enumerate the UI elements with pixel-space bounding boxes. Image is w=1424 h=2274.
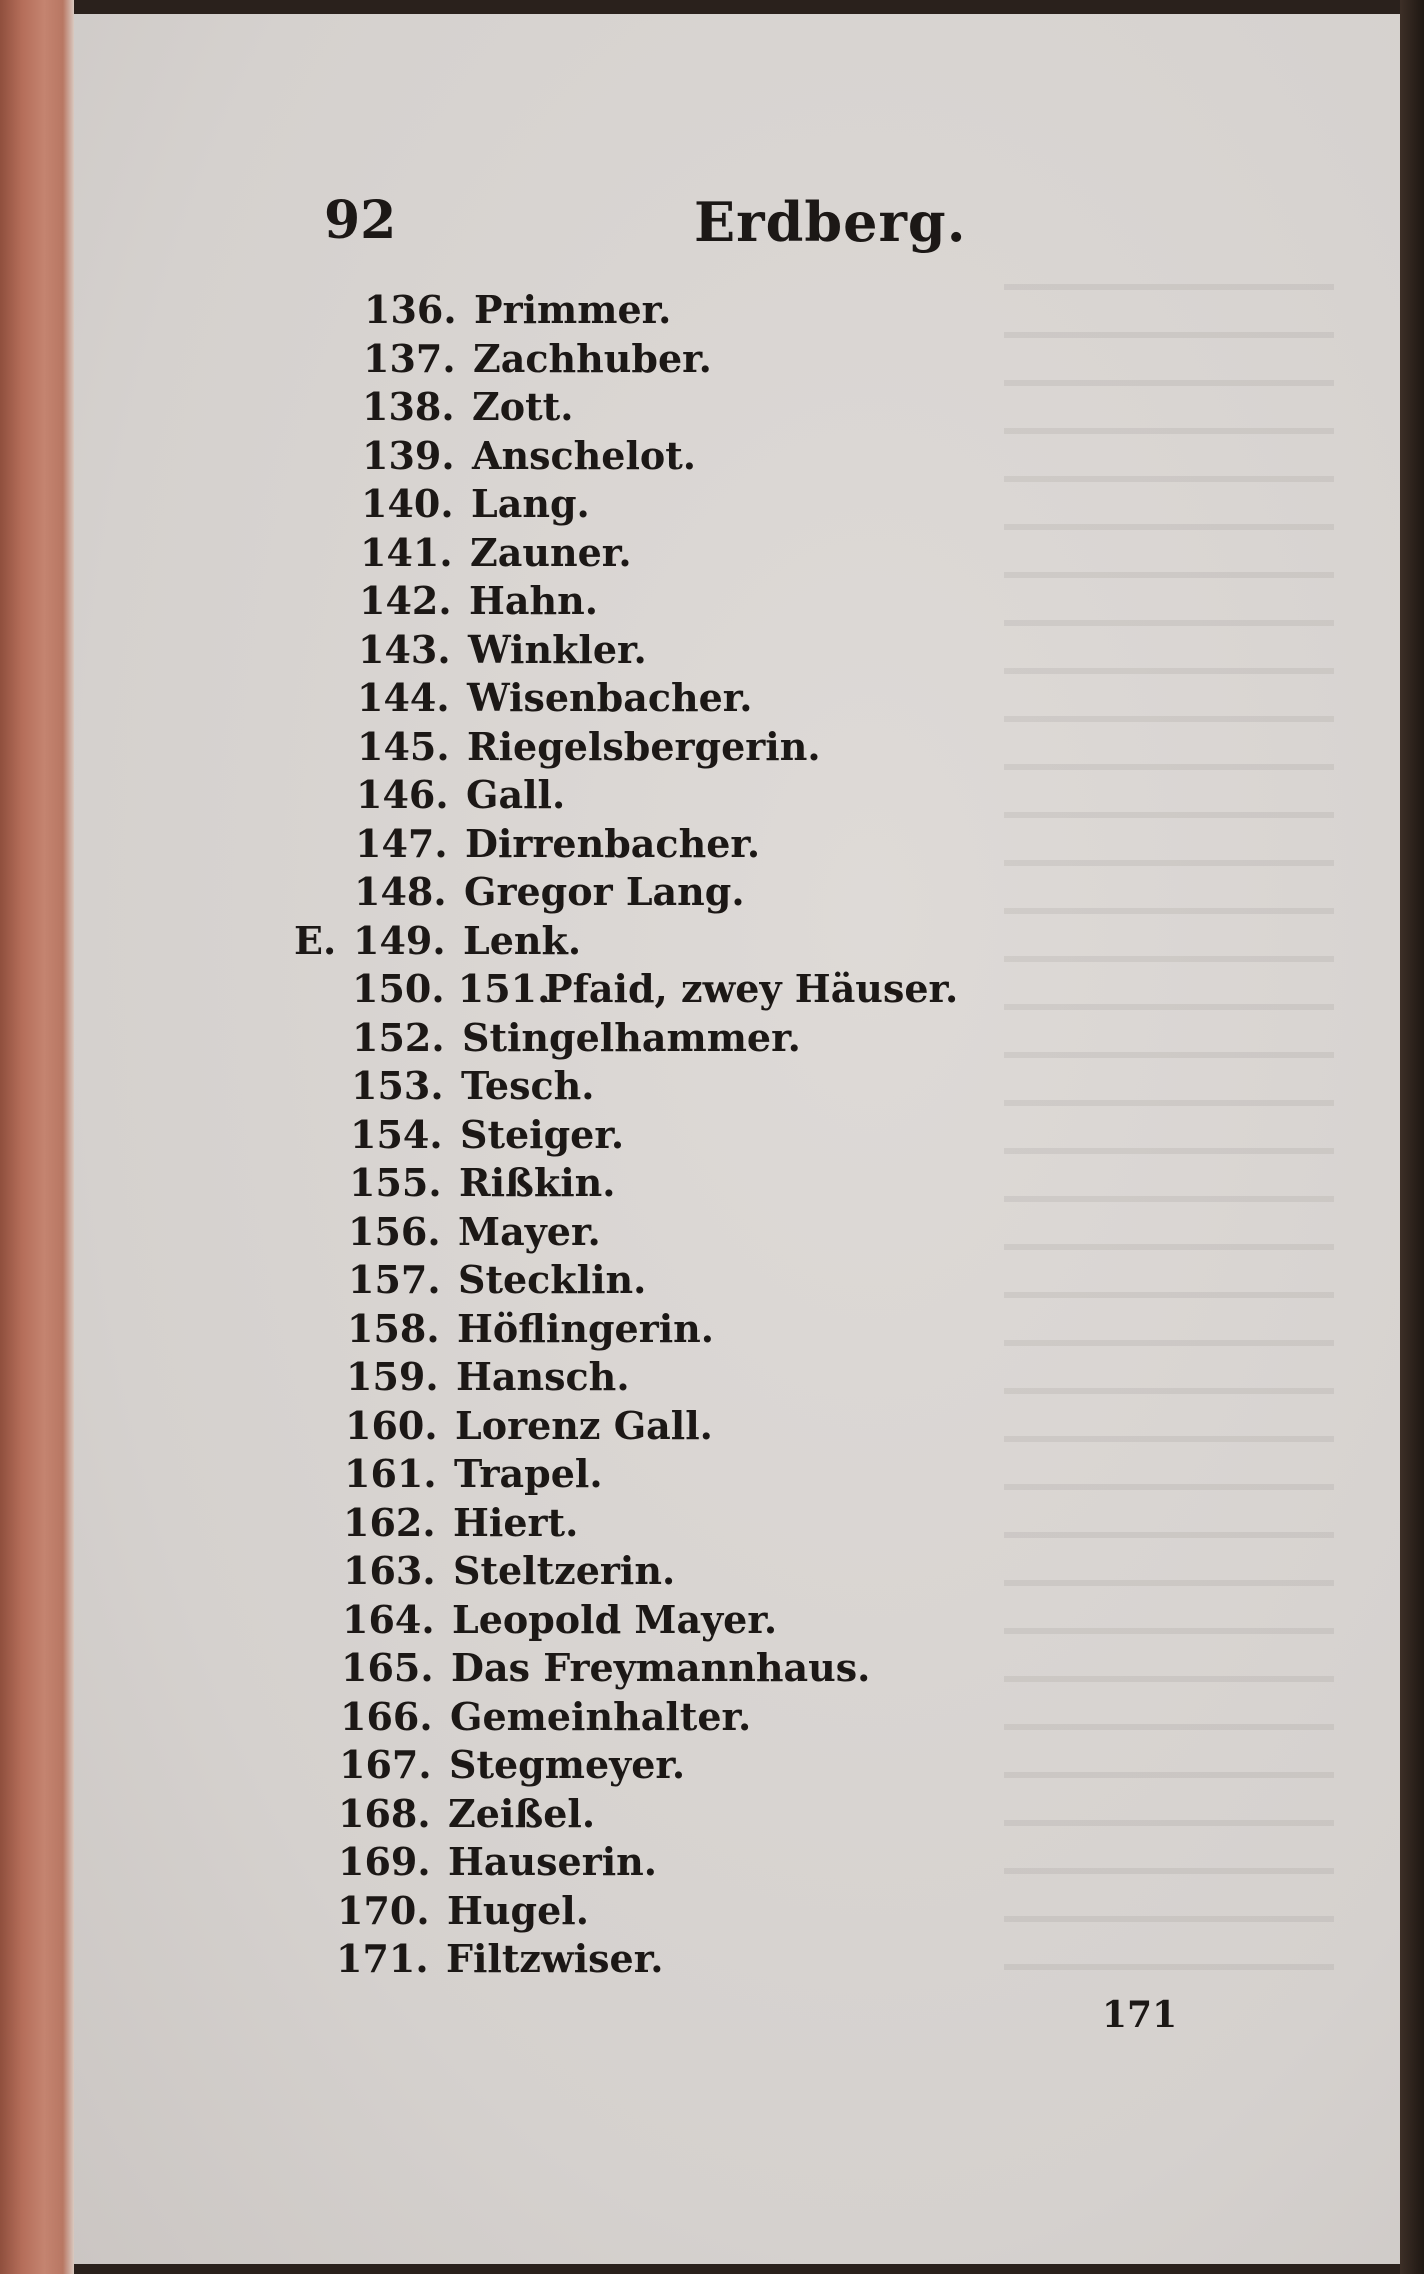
owner-name: Zott. [472,384,574,429]
owner-name: Zeißel. [448,1790,596,1836]
house-number: 171. [336,1936,429,1981]
house-number: 159. [346,1354,439,1399]
list-item [74,1547,1400,1596]
section-marker: E. [294,917,337,963]
list-item [74,1887,1400,1936]
list-item [74,1499,1400,1548]
book-cover-edge [1400,0,1424,2274]
list-item [74,286,1400,335]
house-number: 141. [360,529,453,575]
list-item [74,1450,1400,1499]
owner-name: Gall. [466,772,566,817]
list-item [74,529,1400,578]
running-title: Erdberg. [694,190,967,254]
owner-name: Leopold Mayer. [452,1596,778,1642]
owner-name: Mayer. [458,1208,601,1254]
list-item [74,723,1400,772]
list-item [74,1693,1400,1742]
house-number: 158. [347,1305,440,1351]
list-item [74,480,1400,529]
owner-name: Gregor Lang. [464,869,745,914]
house-number: 142. [359,578,452,623]
house-number: 170. [337,1887,430,1933]
house-number: 154. [350,1111,443,1157]
house-list [74,286,1400,1984]
owner-name: Hahn. [469,578,599,623]
house-number: 166. [340,1693,433,1739]
house-number: 167. [339,1742,432,1787]
list-item [74,868,1400,917]
house-number: 162. [343,1499,436,1545]
list-item [74,383,1400,432]
house-number: 146. [356,772,449,817]
house-number: 145. [357,723,450,769]
list-item [74,1159,1400,1208]
list-item [74,1644,1400,1693]
owner-name: Hauserin. [448,1839,658,1884]
house-number: 139. [362,432,455,478]
book-spine-edge [0,0,74,2274]
list-item [74,1014,1400,1063]
house-number: 138. [362,384,455,429]
house-number: 153. [351,1063,444,1108]
list-item [74,917,1400,966]
house-number: 140. [361,481,454,526]
owner-name: Lang. [471,481,590,526]
owner-name: Winkler. [468,626,647,672]
owner-name: Steiger. [460,1111,625,1157]
owner-name: Riegelsbergerin. [467,723,821,769]
owner-name: Trapel. [454,1451,603,1496]
list-item [74,1741,1400,1790]
owner-name: Lorenz Gall. [455,1402,713,1448]
house-number: 147. [355,820,448,866]
house-number: 137. [363,335,456,381]
owner-name: Hansch. [456,1354,630,1399]
house-number: 136. [364,287,457,332]
owner-name: Lenk. [463,917,582,963]
owner-name: Gemeinhalter. [450,1693,752,1739]
list-item [74,674,1400,723]
owner-name: Stingelhammer. [462,1014,801,1060]
owner-name: Zauner. [470,529,632,575]
owner-name: Tesch. [461,1063,595,1108]
house-number: 155. [349,1160,442,1205]
book-page [74,14,1400,2264]
house-number: 152. [352,1014,445,1060]
list-item [74,1402,1400,1451]
owner-name: Höflingerin. [457,1305,715,1351]
house-number: 160. [345,1402,438,1448]
list-item [74,577,1400,626]
house-number: 168. [338,1790,431,1836]
owner-name: Anschelot. [472,432,697,478]
list-item [74,1111,1400,1160]
list-item [74,1790,1400,1839]
house-number: 161. [344,1451,437,1496]
list-item [74,1062,1400,1111]
house-number: 143. [358,626,451,672]
list-item [74,335,1400,384]
page-number: 92 [324,190,397,251]
list-item [74,1305,1400,1354]
list-item [74,1935,1400,1984]
list-item [74,1256,1400,1305]
owner-name: Das Freymannhaus. [451,1645,871,1690]
catchword: 171 [1102,1994,1178,2036]
owner-name: Hiert. [453,1499,579,1545]
house-number: 165. [341,1645,434,1690]
owner-name: Stecklin. [458,1257,647,1302]
list-item [74,432,1400,481]
owner-name: Dirrenbacher. [465,820,761,866]
owner-name: Stegmeyer. [449,1742,686,1787]
page-header [74,184,1400,264]
list-item [74,771,1400,820]
owner-name: Hugel. [447,1887,589,1933]
list-item [74,626,1400,675]
house-number: 164. [342,1596,435,1642]
owner-name: Pfaid, zwey Häuser. [544,966,959,1011]
owner-name: Primmer. [474,287,672,332]
house-number: 144. [357,675,450,720]
house-number: 163. [343,1548,436,1593]
owner-name: Filtzwiser. [446,1936,664,1981]
list-item [74,1353,1400,1402]
owner-name: Zachhuber. [473,335,712,381]
owner-name: Steltzerin. [453,1548,676,1593]
list-item [74,1596,1400,1645]
list-item [74,965,1400,1014]
house-number: 169. [338,1839,431,1884]
house-number: 150. 151. [352,966,551,1011]
house-number: 148. [354,869,447,914]
list-item [74,1838,1400,1887]
house-number: 157. [348,1257,441,1302]
owner-name: Rißkin. [459,1160,616,1205]
house-number: 149. [353,917,446,963]
list-item [74,1208,1400,1257]
owner-name: Wisenbacher. [467,675,753,720]
house-number: 156. [348,1208,441,1254]
list-item [74,820,1400,869]
